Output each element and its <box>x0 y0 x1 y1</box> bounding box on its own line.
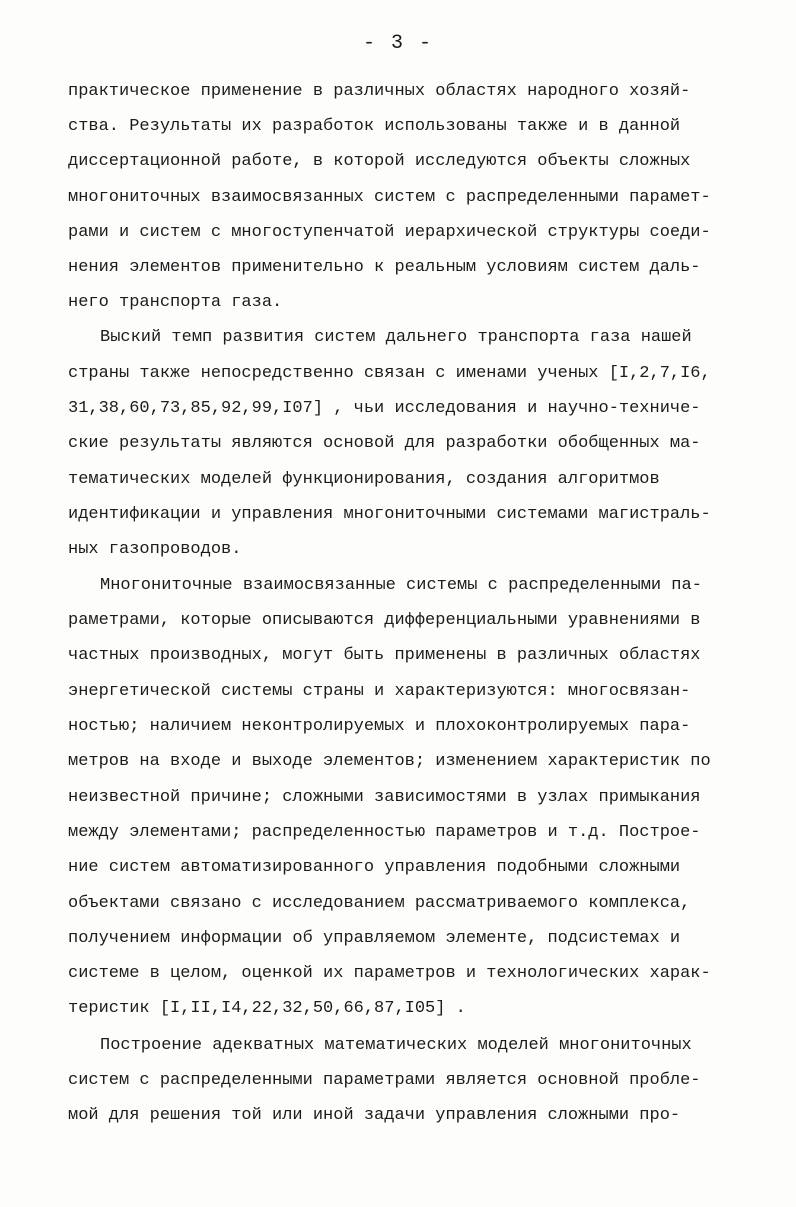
text-line-23: ние систем автоматизированного управления подобными сложными <box>68 858 681 877</box>
text-line-29: систем с распределенными параметрами является основной пробле- <box>68 1071 701 1090</box>
text-line-11: ские результаты являются основой для разработки обобщенных ма- <box>68 434 701 453</box>
text-line-1: практическое применение в различных областях народного хозяй- <box>68 82 691 101</box>
text-line-30: мой для решения той или иной задачи управления сложными про- <box>68 1106 681 1125</box>
text-line-19: ностью; наличием неконтролируемых и плохоконтролируемых пара- <box>68 717 691 736</box>
text-line-17: частных производных, могут быть применены в различных областях <box>68 646 701 665</box>
text-line-25: получением информации об управляемом элементе, подсистемах и <box>68 929 681 948</box>
text-line-21: неизвестной причине; сложными зависимостями в узлах примыкания <box>68 788 701 807</box>
text-line-22: между элементами; распределенностью параметров и т.д. Построе- <box>68 823 701 842</box>
text-line-8: Выский темп развития систем дальнего транспорта газа нашей <box>100 328 692 347</box>
text-line-20: метров на входе и выходе элементов; изменением характеристик по <box>68 752 711 771</box>
text-line-7: него транспорта газа. <box>68 293 283 312</box>
text-line-13: идентификации и управления многониточными системами магистраль- <box>68 505 711 524</box>
text-line-28: Построение адекватных математических моделей многониточных <box>100 1036 692 1055</box>
text-line-18: энергетической системы страны и характеризуются: многосвязан- <box>68 682 691 701</box>
text-line-27: теристик [I,II,I4,22,32,50,66,87,I05] . <box>68 999 466 1018</box>
text-line-16: раметрами, которые описываются дифференциальными уравнениями в <box>68 611 701 630</box>
text-line-12: тематических моделей функционирования, создания алгоритмов <box>68 470 660 489</box>
text-line-9: страны также непосредственно связан с именами ученых [I,2,7,I6, <box>68 364 711 383</box>
text-line-6: нения элементов применительно к реальным условиям систем даль- <box>68 258 701 277</box>
page-number: - 3 - <box>362 32 433 55</box>
text-line-14: ных газопроводов. <box>68 540 242 559</box>
text-line-24: объектами связано с исследованием рассматриваемого комплекса, <box>68 894 691 913</box>
text-line-5: рами и систем с многоступенчатой иерархической структуры соеди- <box>68 223 711 242</box>
text-line-4: многониточных взаимосвязанных систем с распределенными парамет- <box>68 188 711 207</box>
text-line-26: системе в целом, оценкой их параметров и технологических харак- <box>68 964 711 983</box>
text-line-3: диссертационной работе, в которой исследуются объекты сложных <box>68 152 691 171</box>
text-line-10: 31,38,60,73,85,92,99,I07] , чьи исследования и научно-техниче- <box>68 399 701 418</box>
text-line-2: ства. Результаты их разработок использованы также и в данной <box>68 117 681 136</box>
text-line-15: Многониточные взаимосвязанные системы с распределенными па- <box>100 576 702 595</box>
